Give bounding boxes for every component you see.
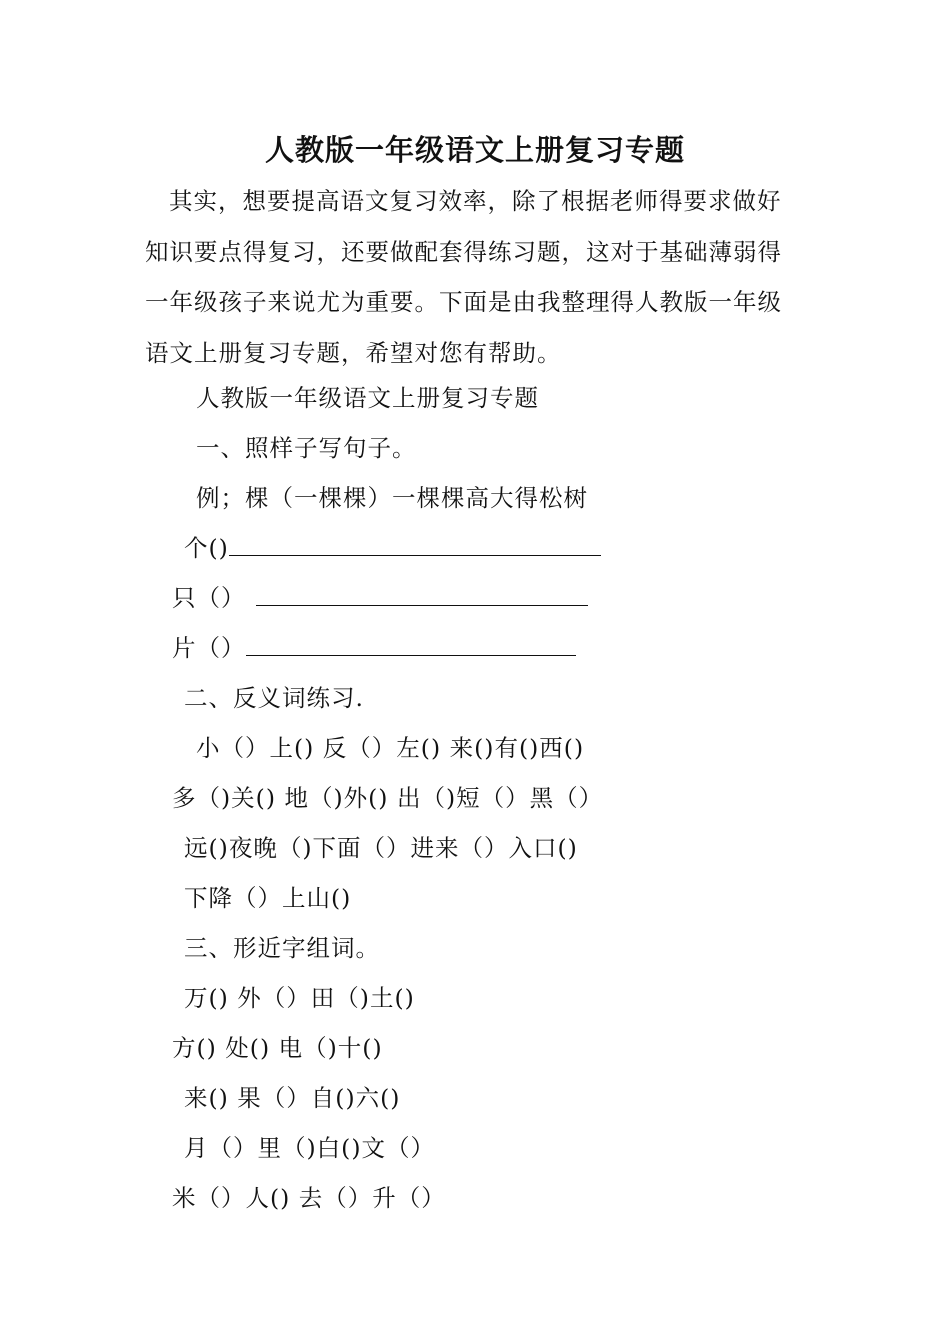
section2-row: 小（）上() 反（）左() 来()有()西() [196,734,585,762]
section1-item-pian [172,626,576,670]
section2-heading: 二、反义词练习. [184,684,364,712]
item-label: 片（） [172,634,246,662]
document-title: 人教版一年级语文上册复习专题 [264,133,685,167]
answer-blank[interactable] [256,581,588,606]
section1-item-ge [184,526,601,570]
answer-blank[interactable] [229,531,601,556]
section3-row: 万() 外（）田（)土() [184,984,415,1012]
item-label: 只（） [172,584,246,612]
subtitle: 人教版一年级语文上册复习专题 [196,384,539,412]
section3-row: 米（）人() 去（）升（） [172,1184,446,1212]
section1-example: 例；棵（一棵棵）一棵棵高大得松树 [196,484,588,512]
section1-heading: 一、照样子写句子。 [196,434,417,462]
section3-row: 月（）里（)白()文（） [184,1134,436,1162]
answer-blank[interactable] [246,631,576,656]
section3-row: 方() 处() 电（)十() [172,1034,383,1062]
section2-row: 多（)关() 地（)外() 出（)短（）黑（） [172,784,604,812]
section3-heading: 三、形近字组词。 [184,934,380,962]
section2-row: 下降（）上山() [184,884,352,912]
section3-row: 来() 果（）自()六() [184,1084,401,1112]
item-label: 个() [184,534,229,562]
section1-item-zhi [172,576,588,620]
section2-row: 远()夜晚（)下面（）进来（）入口() [184,834,578,862]
intro-paragraph: 其实，想要提高语文复习效率，除了根据老师得要求做好知识要点得复习，还要做配套得练习题，这对于基础薄弱得一年级孩子来说尤为重要。下面是由我整理得人教版一年级语文上册复习专题，希望对您有帮助。 [145,187,782,367]
